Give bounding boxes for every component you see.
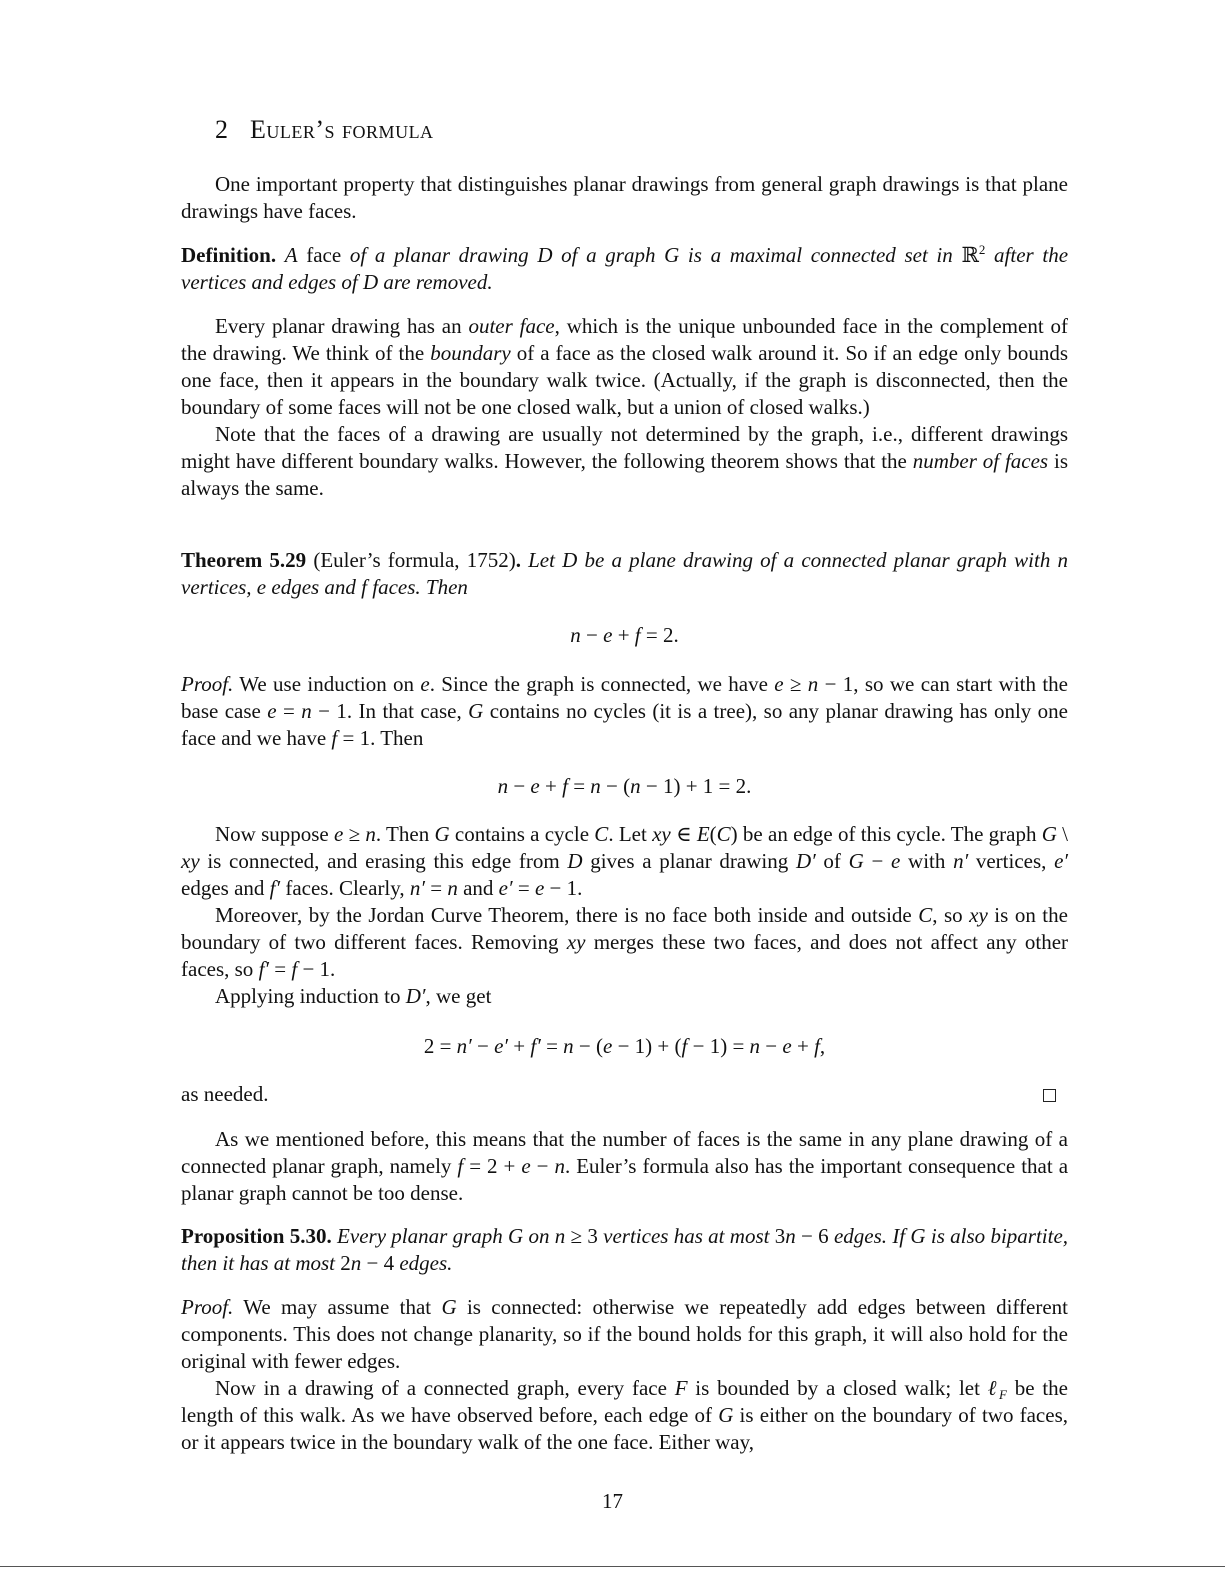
paragraph-consequence: As we mentioned before, this means that the number of faces is the same in any plane drawing of a connected planar graph, namely f = 2 + e − n. Euler’s formula also has the important consequence that a planar graph cannot be too dense.	[181, 1127, 1069, 1205]
intro-text: One important property that distinguishes planar drawings from general graph drawings is that plane drawings have faces.	[181, 172, 1068, 223]
equation-base-case: n − e + f = n − (n − 1) + 1 = 2.	[497, 774, 752, 798]
paragraph-outer-face: Every planar drawing has an outer face, which is the unique unbounded face in the complement of the drawing. We think of the boundary of a face as the closed walk around it. So if an edge only bounds one face, then it appears in the boundary walk twice. (Actually, if the graph is disconnected, then the boundary of some faces will not be one closed walk, but a union of closed walks.) Note that the faces of a drawing are usually not determined by the graph, i.e., different drawings might have different boundary walks. However, the following theorem shows that the number of faces is always the same.	[181, 314, 1068, 500]
proof-end: as needed.	[181, 1082, 269, 1106]
section-title: Euler’s formula	[250, 115, 434, 144]
qed-symbol	[1043, 1089, 1056, 1102]
equation-induction: 2 = n′ − e′ + f′ = n − (e − 1) + (f − 1) = n − e + f,	[423, 1034, 826, 1058]
proof-euler: Proof. We use induction on e. Since the graph is connected, we have e ≥ n − 1, so we can start with the base case e = n − 1. In that case, G contains no cycles (it is a tree), so any planar drawing has only one face and we have f = 1. Then	[181, 672, 1068, 750]
page-number: 17	[602, 1489, 623, 1513]
bottom-rule	[0, 1566, 1225, 1567]
equation-euler: n − e + f = 2.	[570, 623, 679, 647]
intro-paragraph	[181, 171, 1068, 225]
definition: Definition. A face of a planar drawing D of a graph G is a maximal connected set in ℝ$^2$ after the vertices and edges of D are removed.	[181, 242, 1069, 294]
proposition-5-30: Proposition 5.30. Every planar graph G on n ≥ 3 vertices has at most 3n − 6 edges. If G is also bipartite, then it has at most 2n − 4 edges.	[181, 1224, 1069, 1275]
section-number: 2	[215, 115, 228, 144]
proof-step: Now suppose e ≥ n. Then G contains a cycle C. Let xy ∈ E(C) be an edge of this cycle. The graph G \ xy is connected, and erasing this edge from D gives a planar drawing D′ of G − e with n′ vertices, e′ edges and f′ faces. Clearly, n′ = n and e′ = e − 1. Moreover, by the Jordan Curve Theorem, there is no face both inside and outside C, so xy is on the boundary of two different faces. Removing xy merges these two faces, and does not affect any other faces, so f′ = f − 1. Applying induction to D′, we get	[181, 822, 1069, 1008]
theorem-5-29: Theorem 5.29 (Euler’s formula, 1752). Let D be a plane drawing of a connected planar graph with n vertices, e edges and f faces. Then	[181, 548, 1069, 599]
section-heading	[215, 114, 434, 146]
proof-proposition: Proof. We may assume that G is connected: otherwise we repeatedly add edges between different components. This does not change planarity, so if the bound holds for this graph, it will also hold for the original with fewer edges. Now in a drawing of a connected graph, every face F is bounded by a closed walk; let ℓ$_F$ be the length of this walk. As we have observed before, each edge of G is either on the boundary of two faces, or it appears twice in the boundary walk of the one face. Either way,	[181, 1295, 1069, 1454]
